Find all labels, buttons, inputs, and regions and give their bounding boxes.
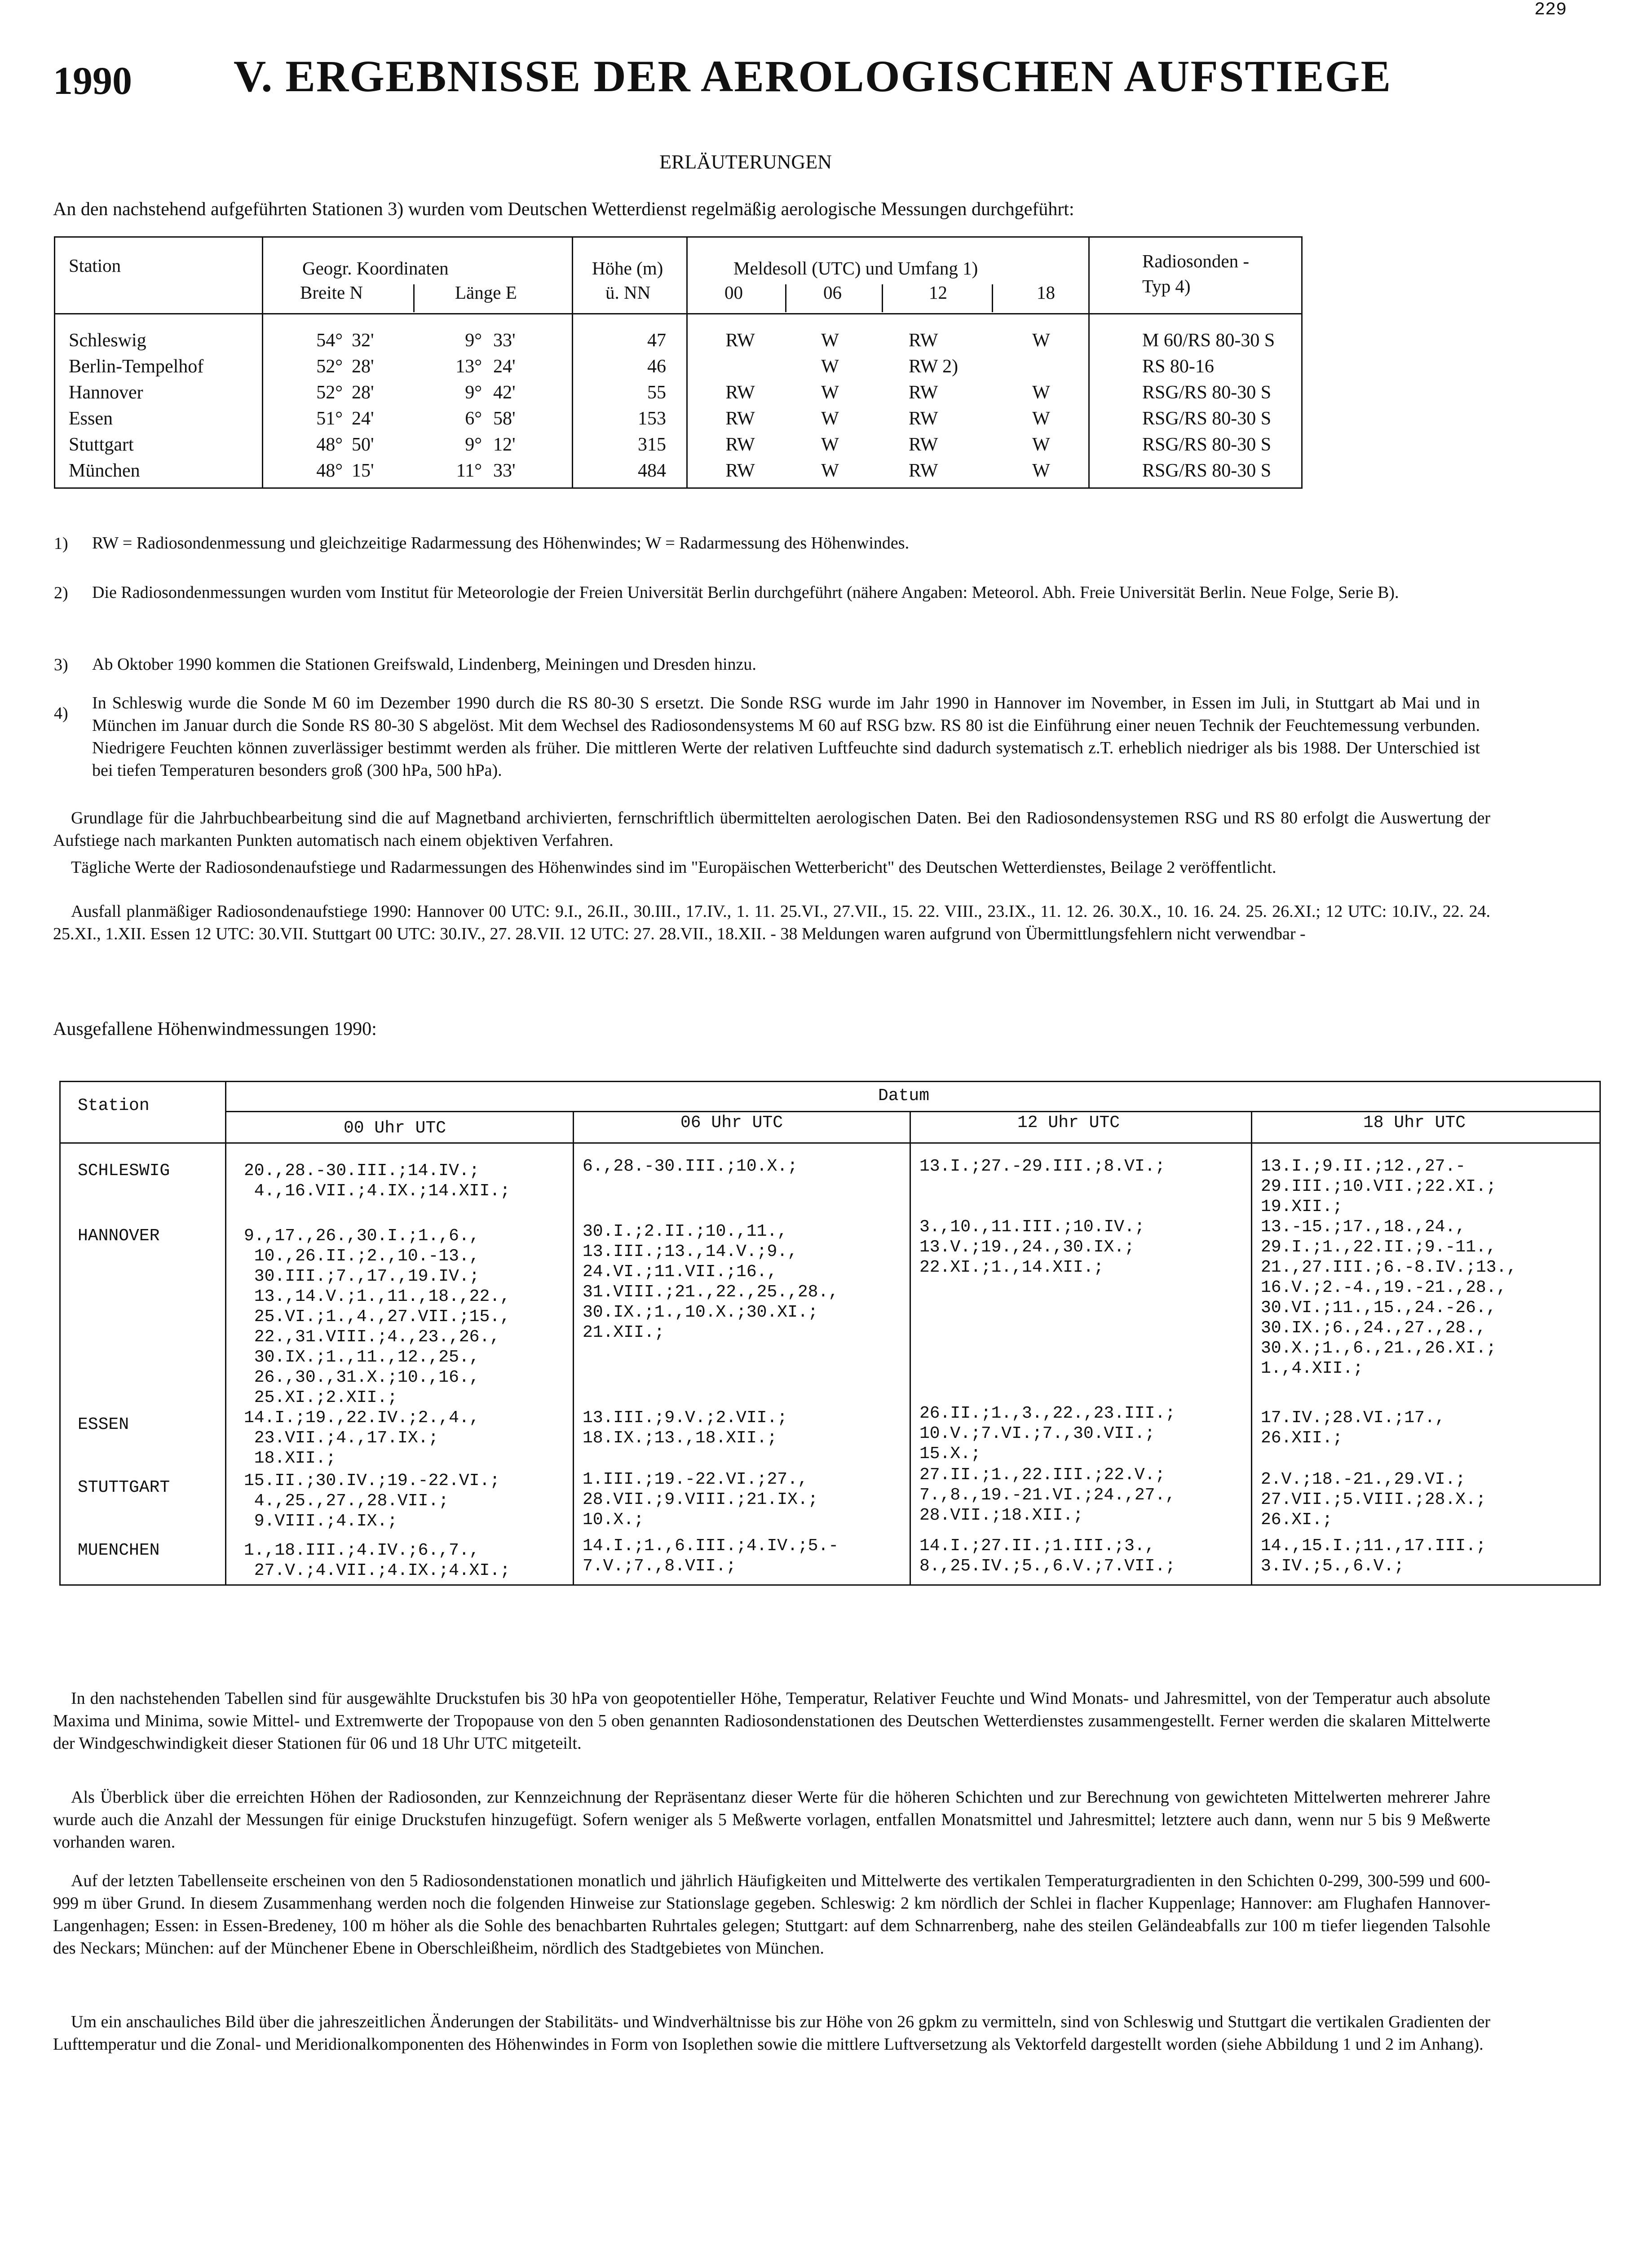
- column-type: [1142, 327, 1295, 484]
- station-cell-h18: W: [1032, 408, 1050, 429]
- intro-text: An den nachstehend aufgeführten Stationen 3) wurden vom Deutschen Wetterdienst regelmäßig aerologische Messungen durchgeführt:: [53, 199, 1074, 220]
- station-cell-lon_deg: 9°: [465, 434, 482, 455]
- footnote-number: 4): [54, 704, 68, 723]
- column-lon-min: [493, 327, 529, 484]
- wind-cell-18: 2.V.;18.-21.,29.VI.; 27.VII.;5.VIII.;28.X.; 26.XI.;: [1261, 1470, 1486, 1530]
- wind-cell-18: 17.IV.;28.VI.;17., 26.XII.;: [1261, 1408, 1445, 1448]
- station-cell-h00: [707, 354, 774, 380]
- header-coords: Geogr. Koordinaten: [302, 258, 449, 279]
- station-cell-type: RSG/RS 80-30 S: [1142, 408, 1272, 429]
- paragraph-ausgefallene: Ausgefallene Höhenwindmessungen 1990:: [53, 1019, 377, 1039]
- station-cell-lat_min: 15': [352, 460, 374, 481]
- station-cell-h18: W: [1032, 382, 1050, 403]
- wind-cell-12: 3.,10.,11.III.;10.IV.; 13.V.;19.,24.,30.IX.; 22.XI.;1.,14.XII.;: [919, 1217, 1145, 1277]
- header-station: Station: [69, 255, 121, 276]
- station-cell-h00: RW: [725, 382, 755, 403]
- station-cell-lat_min: 28': [352, 382, 374, 403]
- header-18: 18: [1037, 282, 1055, 303]
- wind-header-18: 18 Uhr UTC: [1363, 1113, 1466, 1132]
- wind-table: [59, 1081, 1601, 1586]
- wind-cell-06: 1.III.;19.-22.VI.;27., 28.VII.;9.VIII.;21.IX.; 10.X.;: [583, 1470, 818, 1530]
- station-cell-lon_min: 24': [493, 356, 516, 377]
- station-cell-height: 47: [647, 330, 666, 351]
- station-cell-h18: W: [1032, 330, 1050, 351]
- station-cell-h06: W: [821, 460, 839, 481]
- station-cell-h00: RW: [725, 408, 755, 429]
- wind-station: MUENCHEN: [78, 1541, 160, 1560]
- header-height-unit: ü. NN: [605, 282, 651, 303]
- header-lat: Breite N: [300, 282, 363, 303]
- station-cell-h00: RW: [725, 460, 755, 481]
- page-number: 229: [1534, 0, 1567, 20]
- wind-cell-12: 14.I.;27.II.;1.III.;3., 8.,25.IV.;5.,6.V.;7.VII.;: [919, 1536, 1176, 1576]
- station-cell-type: RS 80-16: [1142, 356, 1214, 377]
- station-cell-lon_deg: 11°: [456, 460, 482, 481]
- wind-cell-00: 20.,28.-30.III.;14.IV.; 4.,16.VII.;4.IX.;14.XII.;: [244, 1161, 510, 1201]
- column-00: [707, 327, 774, 484]
- paragraph-3: Auf der letzten Tabellenseite erscheinen von den 5 Radiosondenstationen monatlich und jährlich Häufigkeiten und Mittelwerte des vertikalen Temperaturgradienten in den Schichten 0-299, 300-599 und 600-999 m über Grund. In diesem Zusammenhang werden noch die folgenden Hinweise zur Stationslage gegeben. Schleswig: 2 km nördlich der Schlei in flacher Kuppenlage; Hannover: am Flughafen Hannover-Langenhagen; Essen: in Essen-Bredeney, 100 m höher als die Sohle des benachbarten Ruhrtales gelegen; Stuttgart: auf dem Schnarrenberg, nahe des steilen Geländeabfalls zur 100 m tiefer liegenden Talsohle des Neckars; München: auf der Münchener Ebene in Oberschleißheim, nördlich des Stadtgebietes von München.: [53, 1871, 1490, 1958]
- wind-cell-00: 14.I.;19.,22.IV.;2.,4., 23.VII.;4.,17.IX.; 18.XII.;: [244, 1408, 480, 1468]
- wind-cell-00: 1.,18.III.;4.IV.;6.,7., 27.V.;4.VII.;4.IX.;4.XI.;: [244, 1541, 510, 1580]
- station-cell-lon_min: 42': [493, 382, 516, 403]
- header-height: Höhe (m): [592, 258, 663, 279]
- station-cell-lon_deg: 9°: [465, 330, 482, 351]
- station-cell-station: Hannover: [69, 382, 143, 403]
- paragraph-grundlage: Grundlage für die Jahrbuchbearbeitung sind die auf Magnetband archivierten, fernschriftlich übermittelten aerologischen Daten. Bei den Radiosondensystemen RSG und RS 80 erfolgt die Auswertung der Aufstiege nach markanten Punkten automatisch nach einem objektiven Verfahren.: [53, 809, 1490, 850]
- column-station: [69, 327, 257, 484]
- station-cell-station: München: [69, 460, 140, 481]
- wind-cell-00: 9.,17.,26.,30.I.;1.,6., 10.,26.II.;2.,10.-13., 30.III.;7.,17.,19.IV.; 13.,14.V.;1.,11.,18.,22., 25.VI.;1.,4.,27.VII.;15., 22.,31.VIII.;4.,23.,26., 30.IX.;1.,11.,12.,25., 26.,30.,31.X.;10.,16., 25.XI.;2.XII.;: [244, 1226, 510, 1407]
- column-18: [1007, 327, 1075, 484]
- station-cell-lat_deg: 48°: [316, 434, 343, 455]
- station-cell-height: 484: [638, 460, 666, 481]
- station-cell-lon_min: 33': [493, 460, 516, 481]
- station-cell-lon_min: 12': [493, 434, 516, 455]
- station-cell-h00: RW: [725, 434, 755, 455]
- header-lon: Länge E: [455, 282, 517, 303]
- station-cell-lon_min: 33': [493, 330, 516, 351]
- station-cell-h00: RW: [725, 330, 755, 351]
- station-cell-h12: RW: [909, 460, 938, 481]
- station-cell-lat_min: 50': [352, 434, 374, 455]
- footnote-number: 3): [54, 655, 68, 674]
- column-06: [796, 327, 864, 484]
- wind-cell-18: 13.I.;9.II.;12.,27.- 29.III.;10.VII.;22.XI.; 19.XII.;: [1261, 1157, 1497, 1216]
- wind-cell-12: 13.I.;27.-29.III.;8.VI.;: [919, 1157, 1166, 1176]
- wind-header-00: 00 Uhr UTC: [344, 1119, 446, 1138]
- wind-header-datum: Datum: [878, 1086, 930, 1105]
- station-cell-station: Schleswig: [69, 330, 146, 351]
- wind-header-station: Station: [78, 1096, 150, 1115]
- wind-cell-18: 14.,15.I.;11.,17.III.; 3.IV.;5.,6.V.;: [1261, 1536, 1486, 1576]
- station-cell-h06: W: [821, 330, 839, 351]
- footnote-text: Ab Oktober 1990 kommen die Stationen Greifswald, Lindenberg, Meiningen und Dresden hinzu.: [92, 655, 756, 674]
- station-cell-station: Stuttgart: [69, 434, 134, 455]
- station-table: [54, 236, 1303, 489]
- station-cell-type: RSG/RS 80-30 S: [1142, 460, 1272, 481]
- station-cell-h12: RW: [909, 434, 938, 455]
- station-cell-lat_deg: 54°: [316, 330, 343, 351]
- station-cell-lat_deg: 52°: [316, 382, 343, 403]
- column-lon-deg: [442, 327, 482, 484]
- header-radiosonde-type: Typ 4): [1142, 276, 1191, 296]
- station-cell-lat_deg: 52°: [316, 356, 343, 377]
- station-cell-h12: RW: [909, 382, 938, 403]
- wind-cell-12: 27.II.;1.,22.III.;22.V.; 7.,8.,19.-21.VI.;24.,27., 28.VII.;18.XII.;: [919, 1465, 1176, 1525]
- wind-station: HANNOVER: [78, 1226, 160, 1246]
- header-00: 00: [724, 282, 743, 303]
- header-meldesoll: Meldesoll (UTC) und Umfang 1): [733, 258, 978, 279]
- wind-cell-06: 30.I.;2.II.;10.,11., 13.III.;13.,14.V.;9., 24.VI.;11.VII.;16., 31.VIII.;21.,22.,25.,28., 30.IX.;1.,10.X.;30.XI.; 21.XII.;: [583, 1222, 839, 1342]
- station-cell-lon_deg: 9°: [465, 382, 482, 403]
- station-cell-h06: W: [821, 356, 839, 377]
- wind-cell-06: 6.,28.-30.III.;10.X.;: [583, 1157, 798, 1176]
- station-cell-height: 55: [647, 382, 666, 403]
- footnote-number: 1): [54, 534, 68, 553]
- station-cell-type: RSG/RS 80-30 S: [1142, 434, 1272, 455]
- paragraph-4: Um ein anschauliches Bild über die jahreszeitlichen Änderungen der Stabilitäts- und Windverhältnisse bis zur Höhe von 26 gpkm zu vermitteln, sind von Schleswig und Stuttgart die vertikalen Gradienten der Lufttemperatur und die Zonal- und Meridionalkomponenten des Höhenwindes in Form von Isoplethen sowie die mittlere Luftversetzung als Vektorfeld dargestellt worden (siehe Abbildung 1 und 2 im Anhang).: [53, 2012, 1490, 2054]
- station-cell-lon_min: 58': [493, 408, 516, 429]
- paragraph-ausfall: Ausfall planmäßiger Radiosondenaufstiege 1990: Hannover 00 UTC: 9.I., 26.II., 30.III., 17.IV., 1. 11. 25.VI., 27.VII., 15. 22. VIII., 23.IX., 11. 12. 26. 30.X., 10. 16. 24. 25. 26.XI.; 12 UTC: 10.IV., 22. 24. 25.XI., 1.XII. Essen 12 UTC: 30.VII. Stuttgart 00 UTC: 30.IV., 27. 28.VII. 12 UTC: 27. 28.VII., 18.XII. - 38 Meldungen waren aufgrund von Übermittlungsfehlern nicht verwendbar -: [53, 902, 1490, 943]
- column-height: [617, 327, 666, 484]
- column-lat-min: [352, 327, 388, 484]
- station-cell-lat_min: 28': [352, 356, 374, 377]
- station-cell-h18: [1007, 354, 1075, 380]
- station-cell-h18: W: [1032, 434, 1050, 455]
- station-cell-lat_deg: 51°: [316, 408, 343, 429]
- wind-cell-18: 13.-15.;17.,18.,24., 29.I.;1.,22.II.;9.-11., 21.,27.III.;6.-8.IV.;13., 16.V.;2.-4.,19.-21.,28., 30.VI.;11.,15.,24.-26., 30.IX.;6.,24.,27.,28., 30.X.;1.,6.,21.,26.XI.; 1.,4.XII.;: [1261, 1217, 1517, 1378]
- footnote-number: 2): [54, 584, 68, 602]
- column-12: [909, 327, 989, 484]
- wind-station: STUTTGART: [78, 1478, 170, 1497]
- station-cell-h06: W: [821, 434, 839, 455]
- station-cell-h18: W: [1032, 460, 1050, 481]
- section-subtitle: ERLÄUTERUNGEN: [659, 151, 832, 173]
- paragraph-1: In den nachstehenden Tabellen sind für ausgewählte Druckstufen bis 30 hPa von geopotentieller Höhe, Temperatur, Relativer Feuchte und Wind Monats- und Jahresmittel, von der Temperatur auch absolute Maxima und Minima, sowie Mittel- und Extremwerte der Tropopause von den 5 oben genannten Radiosondenstationen des Deutschen Wetterdienstes zusammengestellt. Ferner werden die skalaren Mittelwerte der Windgeschwindigkeit dieser Stationen für 06 und 18 Uhr UTC mitgeteilt.: [53, 1689, 1490, 1753]
- station-cell-h06: W: [821, 408, 839, 429]
- column-lat-deg: [307, 327, 343, 484]
- wind-header-06: 06 Uhr UTC: [680, 1113, 783, 1132]
- station-cell-station: Essen: [69, 408, 113, 429]
- station-cell-height: 153: [638, 408, 666, 429]
- header-06: 06: [823, 282, 842, 303]
- station-cell-height: 315: [638, 434, 666, 455]
- footnote-text: Die Radiosondenmessungen wurden vom Institut für Meteorologie der Freien Universität Berlin durchgeführt (nähere Angaben: Meteorol. Abh. Freie Universität Berlin. Neue Folge, Serie B).: [92, 583, 1399, 602]
- station-cell-h12: RW: [909, 330, 938, 351]
- wind-cell-06: 13.III.;9.V.;2.VII.; 18.IX.;13.,18.XII.;: [583, 1408, 788, 1448]
- station-cell-h12: RW 2): [909, 356, 959, 377]
- station-cell-lon_deg: 13°: [455, 356, 482, 377]
- station-cell-lat_min: 32': [352, 330, 374, 351]
- station-cell-type: M 60/RS 80-30 S: [1142, 330, 1275, 351]
- header-radiosonde: Radiosonden -: [1142, 251, 1249, 271]
- footnote-text: In Schleswig wurde die Sonde M 60 im Dezember 1990 durch die RS 80-30 S ersetzt. Die Sonde RSG wurde im Jahr 1990 in Hannover im November, in Essen im Juli, in Stuttgart ab Mai und in München im Januar durch die Sonde RS 80-30 S abgelöst. Mit dem Wechsel des Radiosondensystems M 60 auf RSG bzw. RS 80 ist die Einführung einer neuen Technik der Feuchtemessung verbunden. Niedrigere Feuchten können zuverlässiger bestimmt werden als früher. Die mittleren Werte der relativen Luftfeuchte sind dadurch systematisch z.T. erheblich niedriger als bis 1988. Der Unterschied ist bei tiefen Temperaturen besonders groß (300 hPa, 500 hPa).: [92, 694, 1480, 780]
- station-cell-type: RSG/RS 80-30 S: [1142, 382, 1272, 403]
- header-12: 12: [929, 282, 947, 303]
- page-title: V. ERGEBNISSE DER AEROLOGISCHEN AUFSTIEGE: [234, 51, 1392, 101]
- wind-station: SCHLESWIG: [78, 1161, 170, 1180]
- station-cell-height: 46: [647, 356, 666, 377]
- wind-cell-00: 15.II.;30.IV.;19.-22.VI.; 4.,25.,27.,28.VII.; 9.VIII.;4.IX.;: [244, 1471, 500, 1531]
- year-label: 1990: [53, 59, 132, 103]
- paragraph-taegliche: Tägliche Werte der Radiosondenaufstiege und Radarmessungen des Höhenwindes sind im "Europäischen Wetterbericht" des Deutschen Wetterdienstes, Beilage 2 veröffentlicht.: [71, 858, 1277, 877]
- station-cell-lat_min: 24': [352, 408, 374, 429]
- station-cell-station: Berlin-Tempelhof: [69, 356, 204, 377]
- wind-station: ESSEN: [78, 1415, 129, 1434]
- station-cell-lon_deg: 6°: [465, 408, 482, 429]
- station-cell-h06: W: [821, 382, 839, 403]
- footnote-text: RW = Radiosondenmessung und gleichzeitige Radarmessung des Höhenwindes; W = Radarmessung des Höhenwindes.: [92, 534, 910, 553]
- wind-cell-12: 26.II.;1.,3.,22.,23.III.; 10.V.;7.VI.;7.,30.VII.; 15.X.;: [919, 1404, 1176, 1463]
- wind-header-12: 12 Uhr UTC: [1017, 1113, 1120, 1132]
- paragraph-2: Als Überblick über die erreichten Höhen der Radiosonden, zur Kennzeichnung der Repräsentanz dieser Werte für die höheren Schichten und zur Berechnung von gewichteten Mittelwerten mehrerer Jahre wurde auch die Anzahl der Messungen für einige Druckstufen hinzugefügt. Sofern weniger als 5 Meßwerte vorlagen, entfallen Monatsmittel und Jahresmittel; letztere auch dann, wenn nur 5 bis 9 Meßwerte vorhanden waren.: [53, 1788, 1490, 1852]
- station-cell-h12: RW: [909, 408, 938, 429]
- table-header-divider: [55, 313, 1301, 314]
- wind-cell-06: 14.I.;1.,6.III.;4.IV.;5.- 7.V.;7.,8.VII.;: [583, 1536, 839, 1576]
- station-cell-lat_deg: 48°: [316, 460, 343, 481]
